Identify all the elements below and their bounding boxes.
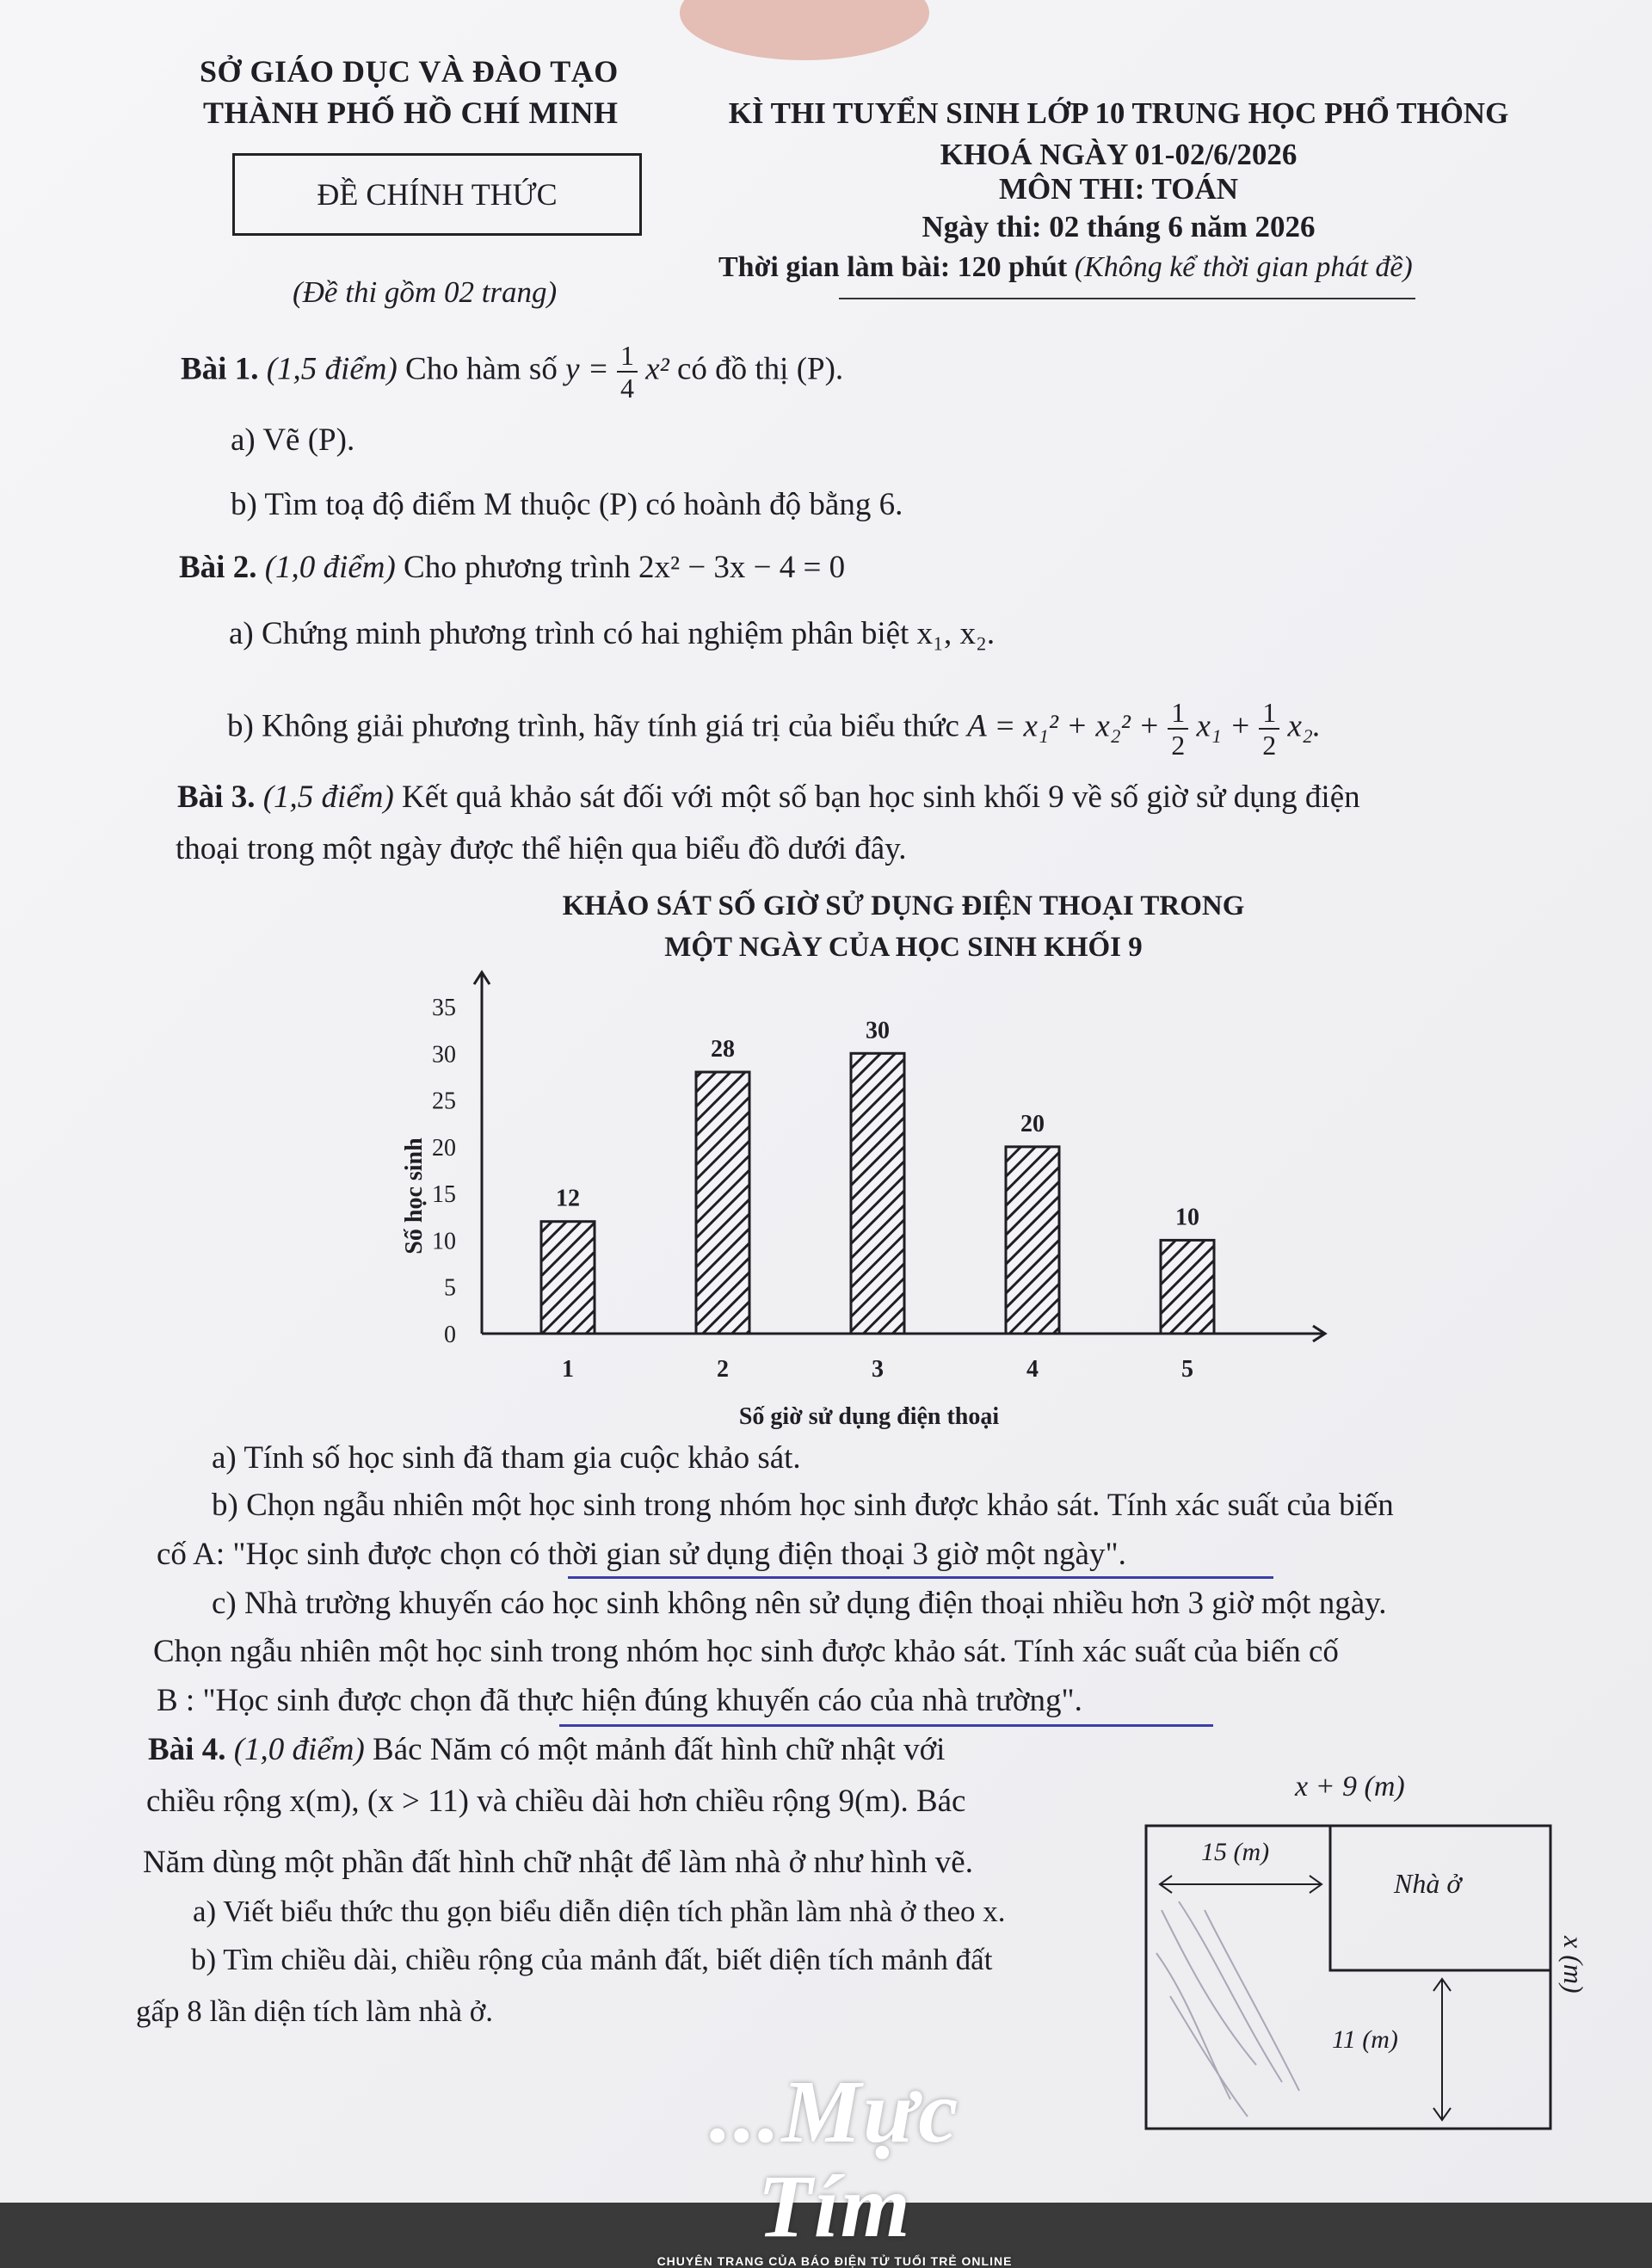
- bai1-text: Cho hàm số: [405, 351, 558, 387]
- fig-height-label: 11 (m): [1332, 2025, 1398, 2054]
- bai3-part-c-2: Chọn ngẫu nhiên một học sinh trong nhóm học sinh được khảo sát. Tính xác suất của biến cố: [153, 1634, 1339, 1669]
- exam-subject: MÔN THI: TOÁN: [998, 172, 1239, 206]
- land-outline: [1146, 1826, 1550, 2129]
- x-tick-label: 4: [1026, 1356, 1039, 1383]
- bar-data-label: 12: [556, 1185, 580, 1212]
- bar: [696, 1072, 749, 1334]
- bai3-points: (1,5 điểm): [262, 780, 394, 815]
- bai4-part-b-2: gấp 8 lần diện tích làm nhà ở.: [136, 1994, 494, 2028]
- y-axis-label: Số học sinh: [401, 1137, 428, 1254]
- bai4-line-1: Bác Năm có một mảnh đất hình chữ nhật với: [373, 1732, 946, 1767]
- bai2-frac-2-num: 1: [1259, 697, 1279, 730]
- fig-width-label: 15 (m): [1201, 1838, 1270, 1866]
- pages-note: (Đề thi gồm 02 trang): [293, 275, 558, 309]
- x-tick-label: 1: [562, 1356, 574, 1383]
- bai2-text: Cho phương trình 2x² − 3x − 4 = 0: [404, 550, 846, 585]
- header-rule: [839, 298, 1415, 299]
- bar: [851, 1053, 904, 1334]
- y-tick-label: 35: [432, 995, 456, 1021]
- bai4-part-a: a) Viết biểu thức thu gọn biểu diễn diện tích phần làm nhà ở theo x.: [193, 1895, 1006, 1928]
- watermark-tagline: CHUYÊN TRANG CỦA BÁO ĐIỆN TỬ TUỔI TRẺ ONLINE: [656, 2254, 1013, 2268]
- bai2-b-expr-3: x₂.: [1287, 708, 1322, 744]
- bar-chart: [379, 955, 1411, 1437]
- y-tick-label: 25: [432, 1088, 456, 1115]
- bai2-points: (1,0 điểm): [264, 550, 396, 585]
- exam-date: Ngày thi: 02 tháng 6 năm 2026: [922, 210, 1316, 243]
- bai4-part-b-1: b) Tìm chiều dài, chiều rộng của mảnh đất, biết diện tích mảnh đất: [191, 1943, 993, 1976]
- bai2-frac-2: [1259, 697, 1279, 761]
- bai1-text-2: có đồ thị (P).: [676, 351, 844, 387]
- exam-session: KHOÁ NGÀY 01-02/6/2026: [940, 138, 1298, 171]
- department-line-1: SỞ GIÁO DỤC VÀ ĐÀO TẠO: [200, 54, 619, 89]
- y-tick-label: 0: [444, 1322, 456, 1348]
- bai2-b-text: b) Không giải phương trình, hãy tính giá trị của biểu thức: [227, 708, 959, 744]
- y-tick-label: 5: [444, 1274, 456, 1302]
- exam-title: KÌ THI TUYỂN SINH LỚP 10 TRUNG HỌC PHỔ THÔNG: [728, 96, 1509, 130]
- bar: [1161, 1240, 1214, 1334]
- y-tick-label: 10: [432, 1228, 456, 1255]
- bar: [1006, 1147, 1059, 1334]
- bai2-frac-2-den: 2: [1262, 730, 1277, 761]
- y-tick-label: 15: [432, 1181, 456, 1209]
- chart-title-2: MỘT NGÀY CỦA HỌC SINH KHỐI 9: [664, 932, 1143, 963]
- bai4-line-3: Năm dùng một phần đất hình chữ nhật để làm nhà ở như hình vẽ.: [143, 1845, 973, 1880]
- bai3-label: Bài 3.: [177, 780, 256, 815]
- bar-data-label: 10: [1175, 1204, 1199, 1231]
- watermark-brand: ...Mực Tím: [709, 2062, 960, 2256]
- bai2-frac-1: [1168, 697, 1188, 761]
- bai1-fraction: [617, 340, 638, 404]
- bai3-part-a: a) Tính số học sinh đã tham gia cuộc khảo sát.: [212, 1440, 801, 1476]
- bai2-frac-1-den: 2: [1171, 730, 1186, 761]
- bai1-points: (1,5 điểm): [266, 351, 398, 387]
- bai1-func-lhs: y =: [565, 351, 609, 387]
- bai1-part-a: a) Vẽ (P).: [231, 422, 355, 458]
- bai2-part-a: a) Chứng minh phương trình có hai nghiệm phân biệt x₁, x₂.: [229, 616, 996, 651]
- y-tick-label: 20: [432, 1134, 456, 1162]
- bai2-label: Bài 2.: [179, 550, 257, 585]
- fig-top-label: x + 9 (m): [1295, 1771, 1405, 1803]
- finger-shadow: [680, 0, 929, 60]
- y-tick-label: 30: [432, 1041, 456, 1069]
- bai2-heading: [179, 549, 845, 586]
- duration-text: Thời gian làm bài: 120 phút: [718, 251, 1068, 283]
- bai2-b-expr-1: A = x₁² + x₂² +: [967, 708, 1160, 744]
- bai2-part-b: [227, 697, 1321, 761]
- pen-underline-2: [559, 1724, 1213, 1727]
- fig-side-label: x (m): [1558, 1936, 1589, 1994]
- bai3-part-b-1: b) Chọn ngẫu nhiên một học sinh trong nhóm học sinh được khảo sát. Tính xác suất của biến: [212, 1488, 1394, 1523]
- bai3-heading: [177, 779, 1360, 816]
- official-label: ĐỀ CHÍNH THỨC: [317, 177, 558, 212]
- bai1-frac-num: 1: [617, 340, 638, 373]
- land-figure: [1136, 1807, 1589, 2151]
- x-axis-label: Số giờ sử dụng điện thoại: [738, 1403, 1000, 1430]
- duration-note: (Không kể thời gian phát đề): [1074, 251, 1413, 283]
- bai1-func-rhs: x²: [645, 351, 669, 387]
- bai4-heading: [148, 1731, 945, 1768]
- bai2-b-expr-2: x₁ +: [1196, 708, 1252, 744]
- bai1-heading: [181, 340, 843, 404]
- bar-data-label: 20: [1020, 1110, 1045, 1137]
- bar-data-label: 28: [711, 1036, 735, 1063]
- bai3-text-2: thoại trong một ngày được thể hiện qua biểu đồ dưới đây.: [176, 831, 907, 866]
- watermark-logo: [654, 2062, 1015, 2268]
- bai4-points: (1,0 điểm): [233, 1732, 365, 1767]
- x-tick-label: 5: [1181, 1356, 1193, 1383]
- bai1-part-b: b) Tìm toạ độ điểm M thuộc (P) có hoành độ bằng 6.: [231, 487, 903, 522]
- department-line-2: THÀNH PHỐ HỒ CHÍ MINH: [203, 96, 619, 130]
- exam-duration: [718, 251, 1413, 284]
- bai3-part-c-3: B : "Học sinh được chọn đã thực hiện đúng khuyến cáo của nhà trường".: [157, 1683, 1082, 1718]
- bai2-frac-1-num: 1: [1168, 697, 1188, 730]
- x-tick-label: 3: [872, 1356, 884, 1383]
- chart-title-1: KHẢO SÁT SỐ GIỜ SỬ DỤNG ĐIỆN THOẠI TRONG: [562, 891, 1245, 921]
- bai3-part-c-1: c) Nhà trường khuyến cáo học sinh không nên sử dụng điện thoại nhiều hơn 3 giờ một ngày.: [212, 1586, 1387, 1621]
- bai4-line-2: chiều rộng x(m), (x > 11) và chiều dài hơn chiều rộng 9(m). Bác: [146, 1784, 966, 1819]
- bai3-text-1: Kết quả khảo sát đối với một số bạn học sinh khối 9 về số giờ sử dụng điện: [402, 780, 1360, 815]
- official-badge: [232, 153, 642, 236]
- pen-underline-1: [568, 1576, 1273, 1579]
- fig-house-label: Nhà ở: [1394, 1868, 1462, 1899]
- bar-data-label: 30: [866, 1017, 890, 1045]
- bai1-label: Bài 1.: [181, 351, 259, 387]
- bar: [541, 1222, 595, 1334]
- pencil-scribble: [1156, 1901, 1299, 2117]
- x-tick-label: 2: [717, 1356, 729, 1383]
- bai4-label: Bài 4.: [148, 1732, 226, 1767]
- bai1-frac-den: 4: [620, 373, 634, 404]
- bai3-part-b-2: cố A: "Học sinh được chọn có thời gian sử dụng điện thoại 3 giờ một ngày".: [157, 1537, 1126, 1572]
